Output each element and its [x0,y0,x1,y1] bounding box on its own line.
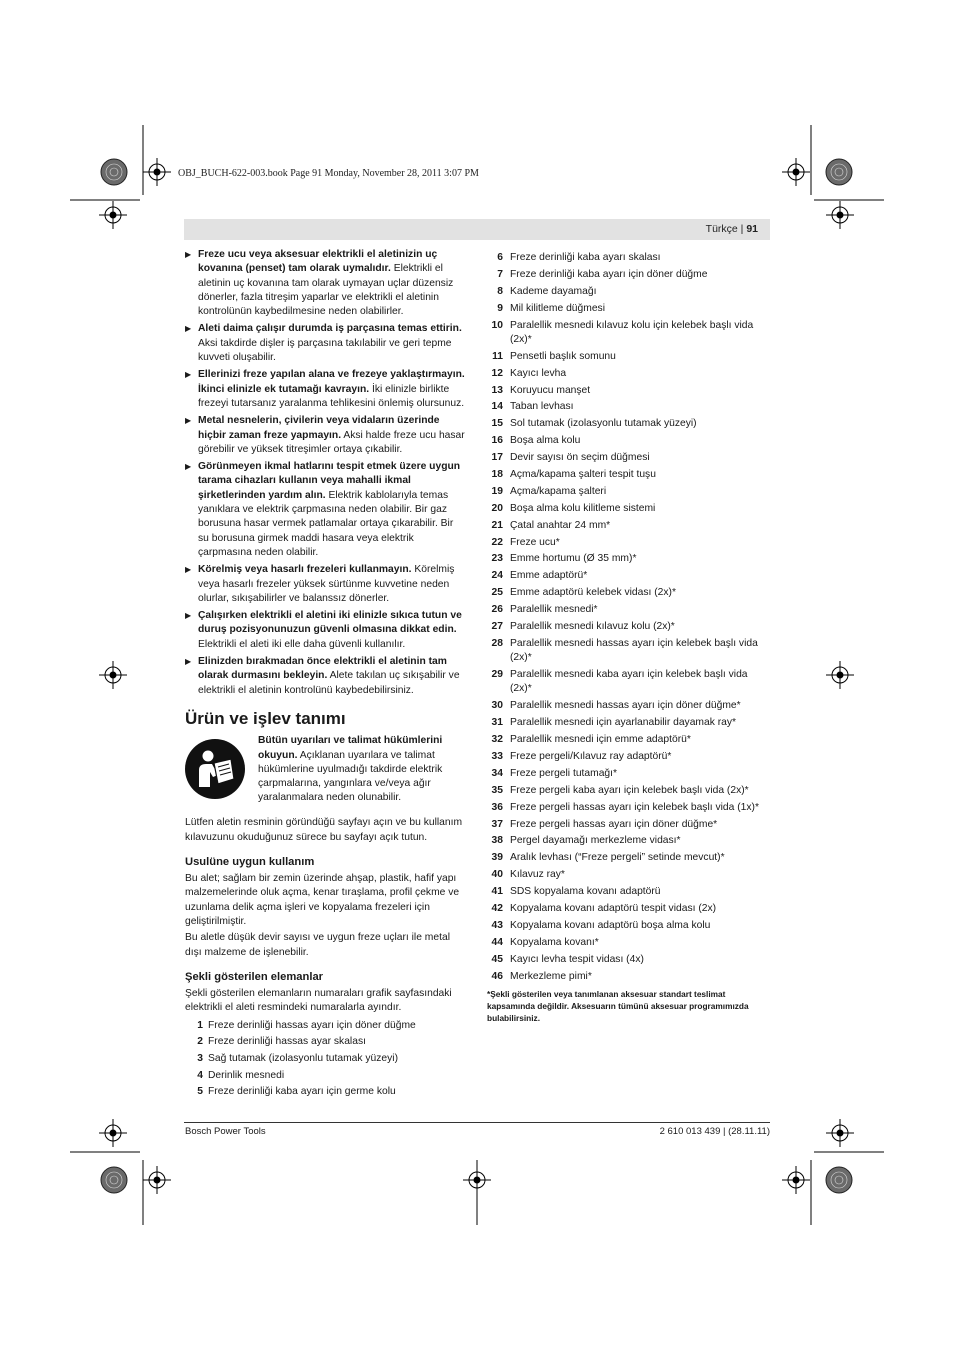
legend-item [487,302,770,316]
legend-text: Paralellik mesnedi için ayarlanabilir dayamak ray* [510,717,737,729]
registration-starburst-icon [101,159,127,185]
legend-text: Kopyalama kovanı adaptörü boşa alma kolu [510,919,711,931]
safety-warning [185,609,465,652]
legend-number: 41 [491,886,503,898]
legend-text: Freze pergeli hassas ayarı için kelebek başlı vida (1x)* [510,801,759,813]
legend-text: Açma/kapama şalteri tespit tuşu [510,468,656,480]
safety-warnings-list [185,248,465,698]
legend-text: Freze derinliği hassas ayarı için döner düğme [208,1019,416,1031]
legend-number: 40 [491,869,503,881]
bullet-triangle-icon: ▶ [185,657,192,667]
legend-text: Derinlik mesnedi [208,1069,285,1081]
legend-item [487,552,770,566]
bullet-triangle-icon: ▶ [185,565,192,575]
warning-text: Körelmiş veya hasarlı frezeler yüksek sürtünme kuvvetine neden olurlar, sıkışabilirler ve balanssız dönerler. [198,564,455,604]
warning-text: Elektrikli el aletinin uç kovanına tam olarak uymayan uçlar düzensiz dönerler, fazla titreşim yaparlar ve elektrikli el aletinin kontrolünün kaybedilmesine neden olabilirler. [198,263,454,318]
legend-number: 33 [491,750,503,762]
legend-number: 5 [197,1086,203,1098]
legend-item [185,1019,465,1033]
legend-text: Kayıcı levha tespit vidası (4x) [510,953,644,965]
right-column [487,248,770,1024]
warning-bold: Aleti daima çalışır durumda iş parçasına temas ettirin. [198,323,462,335]
read-manual-icon [185,739,245,799]
legend-number: 7 [497,268,503,280]
legend-text: Paralellik mesnedi hassas ayarı için döner düğme* [510,700,741,712]
legend-item [487,434,770,448]
legend-item [487,834,770,848]
warning-text: Elektrikli el aleti iki elle daha güvenli kullanılır. [198,638,406,650]
legend-item [487,885,770,899]
warning-bold: Elinizden bırakmadan önce elektrikli el aletinin tam olarak durmasını bekleyin. [198,656,447,682]
legend-text: Paralellik mesnedi kılavuz kolu (2x)* [510,621,675,632]
legend-text: Boşa alma kolu [510,435,581,447]
legend-item [487,268,770,282]
legend-text: Açma/kapama şalteri [510,485,607,497]
footer-doc-number: 2 610 013 439 | (28.11.11) [659,1126,770,1137]
page-header [706,223,758,235]
legend-text: Freze derinliği hassas ayar skalası [208,1036,366,1048]
registration-crosshair-icon [782,158,810,186]
legend-item [487,801,770,815]
legend-number: 31 [491,717,503,729]
legend-text: Freze pergeli hassas ayarı için döner düğme* [510,818,718,830]
page-number: 91 [746,223,758,235]
legend-number: 19 [491,485,503,497]
legend-item [487,451,770,465]
registration-crosshair-icon [826,201,854,229]
registration-starburst-icon [826,159,852,185]
legend-item [487,468,770,482]
footer-divider [184,1122,770,1123]
legend-text: Merkezleme pimi* [510,970,592,982]
legend-text: Kayıcı levha [510,367,567,379]
footer-brand: Bosch Power Tools [185,1126,266,1137]
open-page-instruction: Lütfen aletin resminin göründüğü sayfayı açın ve bu kullanım kılavuzunu okuduğunuz sürece bu sayfayı açık tutun. [185,817,463,843]
legend-text: Çatal anahtar 24 mm* [510,519,611,531]
registration-crosshair-icon [99,1119,127,1147]
warning-bold: Ellerinizi freze yapılan alana ve frezeye yaklaştırmayın. İkinci elinizle ek tutamağı kavrayın. [198,369,465,395]
legend-text: Paralellik mesnedi* [510,604,598,616]
safety-warning [185,248,465,319]
component-legend-right [487,251,770,984]
legend-item [487,733,770,747]
legend-item [487,285,770,299]
legend-item [487,716,770,730]
legend-item [185,1069,465,1083]
safety-warning [185,322,465,365]
legend-number: 34 [491,767,503,779]
legend-item [487,367,770,381]
legend-number: 9 [497,302,503,314]
legend-number: 4 [197,1069,203,1081]
legend-text: Koruyucu manşet [510,384,591,396]
legend-item [487,620,770,634]
legend-text: Pensetli başlık somunu [510,350,616,362]
legend-number: 16 [491,435,503,447]
legend-number: 13 [491,384,503,396]
warning-text: Elektrik kablolarıyla temas yanıklara ve elektrik çarpmasına neden olabilir. Bir gaz borusuna hasar vermek patlamalar ortaya çıkarabilir. Bir su borusuna girmek maddi hasara veya elektrik çarpmasına neden olabilir. [198,489,454,558]
legend-item [487,668,770,697]
legend-number: 8 [497,285,503,297]
legend-text: Devir sayısı ön seçim düğmesi [510,452,650,464]
legend-number: 39 [491,852,503,864]
legend-item [185,1035,465,1049]
safety-warning [185,460,465,560]
safety-warning [185,655,465,698]
legend-item [487,502,770,516]
header-language: Türkçe [705,223,738,235]
legend-item [487,970,770,984]
intended-use-para-1: Bu alet; sağlam bir zemin üzerinde ahşap, plastik, hafif yapı malzemelerinde oluk açma, kenar tıraşlama, profil çekme ve uzunlama delik açma işleri ve kopyalama frezeleri için geliştirilmiştir. [185,873,460,927]
safety-warning [185,414,465,457]
intended-use-title: Usulüne uygun kullanım [185,855,315,868]
legend-item [487,851,770,865]
page-header-bar [184,219,770,240]
legend-text: Kademe dayamağı [510,285,597,297]
registration-crosshair-icon [782,1166,810,1194]
legend-number: 26 [491,604,503,616]
registration-starburst-icon [826,1167,852,1193]
registration-crosshair-icon [99,201,127,229]
legend-item [487,417,770,431]
legend-text: Freze pergeli kaba ayarı için kelebek başlı vida (2x)* [510,784,749,796]
legend-item [487,767,770,781]
legend-text: Aralık levhası (“Freze pergeli” setinde mevcut)* [510,852,725,864]
legend-text: Sol tutamak (izolasyonlu tutamak yüzeyi) [510,418,697,430]
legend-text: SDS kopyalama kovanı adaptörü [510,886,661,898]
legend-number: 35 [491,784,503,796]
legend-number: 23 [491,553,503,565]
legend-number: 44 [491,936,503,948]
accessory-footnote: *Şekli gösterilen veya tanımlanan aksesuar standart teslimat kapsamında değildir. Aksesuarın tümünü aksesuar programımızda bulabilirsiniz. [487,988,749,1023]
legend-item [487,699,770,713]
legend-number: 32 [491,734,503,746]
legend-item [487,536,770,550]
bullet-triangle-icon: ▶ [185,370,192,380]
legend-number: 45 [491,953,503,965]
warning-bold: Çalışırken elektrikli el aletini iki elinizle sıkıca tutun ve duruş pozisyonunuzun güvenli olmasına dikkat edin. [198,610,462,636]
legend-number: 18 [491,468,503,480]
legend-item [487,750,770,764]
bullet-triangle-icon: ▶ [185,611,192,621]
legend-item [185,1052,465,1066]
legend-item [487,637,770,666]
legend-number: 36 [491,801,503,813]
legend-item [487,319,770,348]
legend-text: Freze derinliği kaba ayarı skalası [510,252,661,263]
legend-text: Pergel dayamağı merkezleme vidası* [510,835,681,847]
components-intro: Şekli gösterilen elemanların numaraları grafik sayfasındaki elektrikli el aleti resmindeki numaralarla ayındır. [185,988,452,1014]
legend-text: Paralellik mesnedi için emme adaptörü* [510,734,691,746]
bullet-triangle-icon: ▶ [185,250,192,259]
read-instructions-notice [185,734,465,814]
notice-body: Açıklanan uyarılara ve talimat hükümlerine uyulmadığı takdirde elektrik çarpmalarına, yangınlara ve/veya ağır yaralanmalara neden olunabilir. [258,749,443,804]
component-legend-left [185,1019,465,1100]
registration-starburst-icon [101,1167,127,1193]
registration-crosshair-icon [99,661,127,689]
legend-number: 1 [197,1019,203,1031]
bullet-triangle-icon: ▶ [185,416,192,426]
legend-item [487,350,770,364]
legend-text: Kopyalama kovanı adaptörü tespit vidası (2x) [510,902,717,914]
legend-text: Emme hortumu (Ø 35 mm)* [510,553,637,565]
components-title: Şekli gösterilen elemanlar [185,970,324,983]
legend-number: 42 [491,902,503,914]
warning-bold: Körelmiş veya hasarlı frezeleri kullanmayın. [198,564,412,576]
legend-number: 17 [491,452,503,464]
legend-number: 24 [491,570,503,582]
legend-number: 29 [491,669,503,681]
safety-warning [185,368,465,411]
legend-text: Paralellik mesnedi kılavuz kolu için kelebek başlı vida (2x)* [510,319,754,345]
legend-number: 20 [491,502,503,514]
warning-text: Aksi takdirde dişler iş parçasına takılabilir ve geri tepme kuvveti oluşabilir. [198,337,452,364]
section-title: Ürün ve işlev tanımı [185,708,346,728]
legend-item [487,586,770,600]
legend-item [487,603,770,617]
legend-number: 37 [491,818,503,830]
legend-text: Taban levhası [510,401,574,413]
legend-text: Kılavuz ray* [510,869,565,881]
legend-number: 43 [491,919,503,931]
header-separator: | [737,223,747,235]
legend-text: Boşa alma kolu kilitleme sistemi [510,502,656,514]
legend-text: Paralellik mesnedi kaba ayarı için kelebek başlı vida (2x)* [510,669,748,695]
legend-number: 2 [197,1036,203,1048]
legend-item [487,953,770,967]
legend-item [487,936,770,950]
legend-text: Freze ucu* [510,536,560,548]
legend-number: 14 [491,401,503,413]
legend-item [487,251,770,265]
legend-item [185,1085,465,1099]
legend-number: 46 [491,970,503,982]
legend-item [487,784,770,798]
legend-number: 38 [491,835,503,847]
legend-number: 11 [492,350,503,362]
legend-number: 12 [491,367,503,379]
notice-bold: Bütün uyarıları ve talimat hükümlerini okuyun. [258,735,443,761]
safety-warning [185,563,465,606]
warning-text: Aksi halde freze ucu hasar görebilir ve yüksek titreşimler ortaya çıkabilir. [198,429,465,455]
warning-text: Alete takılan uç sıkışabilir ve elektrikli el aletinin kontrolünü kaybedebilirsiniz. [198,670,460,696]
legend-item [487,902,770,916]
left-column [185,248,465,1102]
legend-text: Freze pergeli tutamağı* [510,767,618,779]
legend-item [487,818,770,832]
legend-item [487,485,770,499]
registration-crosshair-icon [826,661,854,689]
bullet-triangle-icon: ▶ [185,462,192,472]
legend-item [487,519,770,533]
warning-bold: Görünmeyen ikmal hatlarını tespit etmek üzere uygun tarama cihazları kullanın veya mahalli ikmal şirketlerinden yardım alın. [198,461,461,501]
warning-bold: Metal nesnelerin, çivilerin veya vidaların üzerinde hiçbir zaman freze yapmayın. [198,415,440,441]
legend-item [487,868,770,882]
warning-text: İki elinizle birlikte frezeyi tutarsanız yaralanma tehlikesini önlemiş olursunuz. [198,383,465,409]
legend-text: Emme adaptörü kelebek vidası (2x)* [510,587,676,599]
legend-number: 15 [491,418,503,430]
legend-item [487,400,770,414]
legend-text: Freze pergeli/Kılavuz ray adaptörü* [510,750,672,762]
legend-number: 28 [491,637,503,649]
legend-text: Sağ tutamak (izolasyonlu tutamak yüzeyi) [208,1052,399,1064]
legend-number: 3 [197,1052,203,1064]
book-file-header: OBJ_BUCH-622-003.book Page 91 Monday, November 28, 2011 3:07 PM [178,168,479,179]
registration-crosshair-icon [826,1119,854,1147]
registration-crosshair-icon [143,1166,171,1194]
legend-text: Emme adaptörü* [510,570,588,582]
legend-text: Freze derinliği kaba ayarı için germe kolu [208,1086,396,1098]
warning-bold: Freze ucu veya aksesuar elektrikli el aletinizin uç kovanına (penset) tam olarak uymalıdır. [198,249,438,275]
legend-number: 27 [491,621,503,632]
legend-item [487,569,770,583]
notice-text [258,734,465,805]
legend-text: Mil kilitleme düğmesi [510,302,605,314]
legend-number: 6 [497,252,503,263]
legend-item [487,919,770,933]
bullet-triangle-icon: ▶ [185,324,192,334]
legend-number: 10 [491,319,503,331]
legend-text: Paralellik mesnedi hassas ayarı için kelebek başlı vida (2x)* [510,637,758,664]
registration-crosshair-icon [143,158,171,186]
legend-item [487,384,770,398]
legend-number: 21 [491,519,503,531]
legend-number: 25 [491,587,503,599]
legend-text: Freze derinliği kaba ayarı için döner düğme [510,268,708,280]
legend-text: Kopyalama kovanı* [510,936,599,948]
legend-number: 30 [491,700,503,712]
intended-use-para-2: Bu aletle düşük devir sayısı ve uygun freze uçları ile metal dışı malzeme de işlenebilir. [185,932,450,958]
legend-number: 22 [491,536,503,548]
